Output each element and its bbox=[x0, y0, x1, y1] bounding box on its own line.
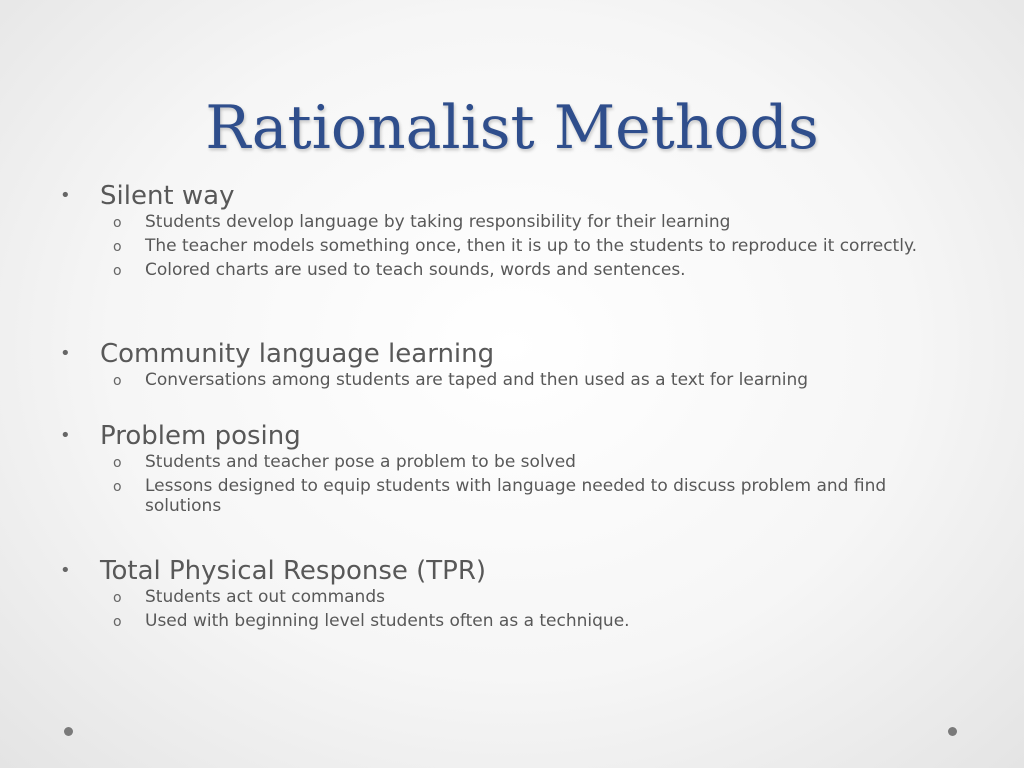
bullet-icon: • bbox=[60, 185, 71, 206]
sub-bullet-icon: o bbox=[113, 455, 122, 471]
sub-bullet-icon: o bbox=[113, 215, 122, 231]
sub-list bbox=[0, 452, 1024, 516]
bullet-row bbox=[0, 555, 1024, 587]
section-total-physical-response bbox=[0, 555, 1024, 635]
sub-item-text: Lessons designed to equip students with language needed to discuss problem and find solutions bbox=[145, 476, 887, 516]
bullet-row bbox=[0, 338, 1024, 370]
sub-item-text: Students develop language by taking responsibility for their learning bbox=[145, 212, 731, 232]
sub-bullet-icon: o bbox=[113, 239, 122, 255]
bullet-icon: • bbox=[60, 343, 71, 364]
sub-item bbox=[0, 212, 945, 232]
section-problem-posing bbox=[0, 420, 1024, 520]
sub-item bbox=[0, 476, 945, 516]
bullet-heading: Community language learning bbox=[100, 339, 495, 369]
sub-bullet-icon: o bbox=[113, 479, 122, 495]
sub-bullet-icon: o bbox=[113, 373, 122, 389]
sub-item bbox=[0, 611, 945, 631]
bullet-heading: Problem posing bbox=[100, 421, 301, 451]
sub-bullet-icon: o bbox=[113, 590, 122, 606]
bullet-icon: • bbox=[60, 425, 71, 446]
sub-item bbox=[0, 452, 945, 472]
bullet-row bbox=[0, 420, 1024, 452]
section-silent-way bbox=[0, 180, 1024, 284]
sub-item-text: Students and teacher pose a problem to be solved bbox=[145, 452, 576, 472]
sub-list bbox=[0, 587, 1024, 631]
sub-item bbox=[0, 260, 945, 280]
sub-list bbox=[0, 370, 1024, 390]
bullet-heading: Silent way bbox=[100, 181, 235, 211]
sub-item bbox=[0, 370, 945, 390]
bullet-row bbox=[0, 180, 1024, 212]
decorative-dot-icon bbox=[64, 727, 73, 736]
sub-list bbox=[0, 212, 1024, 280]
sub-bullet-icon: o bbox=[113, 614, 122, 630]
sub-item bbox=[0, 236, 945, 256]
sub-item-text: Students act out commands bbox=[145, 587, 385, 607]
section-community-language-learning bbox=[0, 338, 1024, 394]
sub-item-text: Colored charts are used to teach sounds, words and sentences. bbox=[145, 260, 686, 280]
sub-bullet-icon: o bbox=[113, 263, 122, 279]
sub-item bbox=[0, 587, 945, 607]
bullet-icon: • bbox=[60, 560, 71, 581]
slide-title: Rationalist Methods bbox=[205, 93, 819, 163]
sub-item-text: Conversations among students are taped and then used as a text for learning bbox=[145, 370, 809, 390]
bullet-heading: Total Physical Response (TPR) bbox=[100, 556, 487, 586]
sub-item-text: Used with beginning level students often as a technique. bbox=[145, 611, 630, 631]
sub-item-text: The teacher models something once, then it is up to the students to reproduce it correctly. bbox=[145, 236, 917, 256]
decorative-dot-icon bbox=[948, 727, 957, 736]
